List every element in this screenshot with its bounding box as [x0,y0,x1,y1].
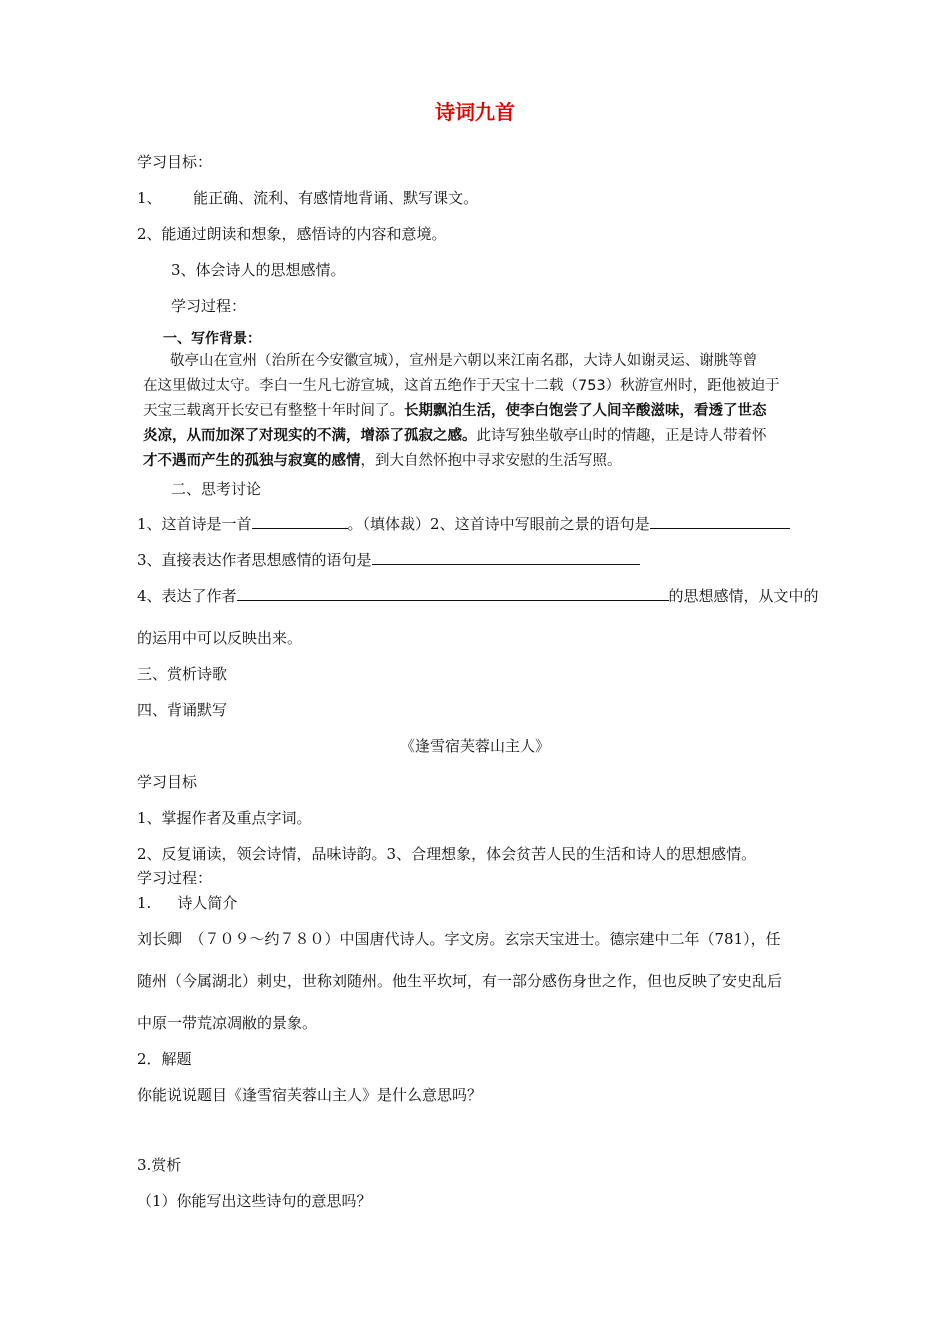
background-line-4-normal: 此诗写独坐敬亭山时的情趣，正是诗人带着怀 [476,428,767,444]
question-3-text: 3、直接表达作者思想感情的语句是 [137,551,372,569]
answer-blank-feelings[interactable] [237,586,669,601]
poet-intro-heading [137,893,237,913]
answer-blank-genre[interactable] [252,514,348,529]
section-background-heading: 一、写作背景： [163,331,261,347]
goals-heading: 学习目标： [137,153,213,171]
process-heading: 学习过程： [171,297,247,315]
section-discussion-heading: 二、思考讨论 [171,480,262,498]
section-appreciation-heading: 三、赏析诗歌 [137,665,228,683]
question-4-text-a: 4、表达了作者 [137,587,237,605]
question-4-continued: 的运用中可以反映出来。 [137,629,303,647]
question-1-2 [137,514,790,534]
background-line-5-normal: ，到大自然怀抱中寻求安慰的生活写照。 [360,453,622,469]
goal-2-1: 1、掌握作者及重点字词。 [137,809,312,827]
background-line-2: 在这里做过太守。李白一生凡七游宣城，这首五绝作于天宝十二载（753）秋游宣州时，距他被迫于 [143,378,780,394]
background-line-4-bold: 炎凉，从而加深了对现实的不满，增添了孤寂之感。 [143,428,477,444]
question-4 [137,586,819,606]
answer-blank-emotion-line[interactable] [372,550,640,565]
process-2-heading: 学习过程： [137,869,213,887]
answer-blank-scene[interactable] [650,514,790,529]
explain-heading: 2．解题 [137,1050,192,1068]
poet-bio-line-1: 刘长卿 （７０９～约７８０）中国唐代诗人。字文房。玄宗天宝进士。德宗建中二年（781），任 [137,930,781,948]
question-2-text: 。（填体裁）2、这首诗中写眼前之景的语句是 [347,515,650,533]
poem-title: 《逢雪宿芙蓉山主人》 [399,737,550,755]
goal-1 [137,188,478,208]
background-line-5-bold: 才不遇而产生的孤独与寂寞的感情 [143,453,361,469]
background-line-3 [143,399,863,424]
goal-2: 2、能通过朗读和想象，感悟诗的内容和意境。 [137,225,447,243]
goal-1-number: 1、 [137,189,162,207]
poet-bio-line-2: 随州（今属湖北）刺史，世称刘随州。他生平坎坷，有一部分感伤身世之作，但也反映了安史乱后 [137,972,783,990]
question-1-text: 1、这首诗是一首 [137,515,252,533]
poet-bio-line-3: 中原一带荒凉凋敝的景象。 [137,1014,318,1032]
poet-intro-label: 诗人简介 [177,894,238,912]
poet-intro-number: 1. [137,894,152,912]
page-title: 诗词九首 [435,100,515,124]
question-3 [137,550,640,570]
background-line-5 [143,449,863,474]
background-line-4 [143,424,863,449]
goal-3: 3、体会诗人的思想感情。 [171,261,346,279]
goals-2-heading: 学习目标 [137,773,198,791]
appreciate-question: （1）你能写出这些诗句的意思吗？ [137,1192,372,1210]
section-recite-heading: 四、背诵默写 [137,701,228,719]
explain-question: 你能说说题目《逢雪宿芙蓉山主人》是什么意思吗？ [137,1086,483,1104]
background-line-3-normal: 天宝三载离开长安已有整整十年时间了。 [143,403,404,419]
question-4-text-b: 的思想感情，从文中的 [668,587,819,605]
goal-1-text: 能正确、流利、有感情地背诵、默写课文。 [193,189,479,207]
background-line-1: 敬亭山在宣州（治所在今安徽宣城），宣州是六朝以来江南名郡，大诗人如谢灵运、谢朓等曾 [170,353,758,369]
goal-2-2: 2、反复诵读，领会诗情，品味诗韵。3、合理想象，体会贫苦人民的生活和诗人的思想感情。 [137,845,757,863]
background-line-3-bold: 长期飘泊生活，使李白饱尝了人间辛酸滋味，看透了世态 [404,403,767,419]
appreciate-heading: 3.赏析 [137,1156,182,1174]
